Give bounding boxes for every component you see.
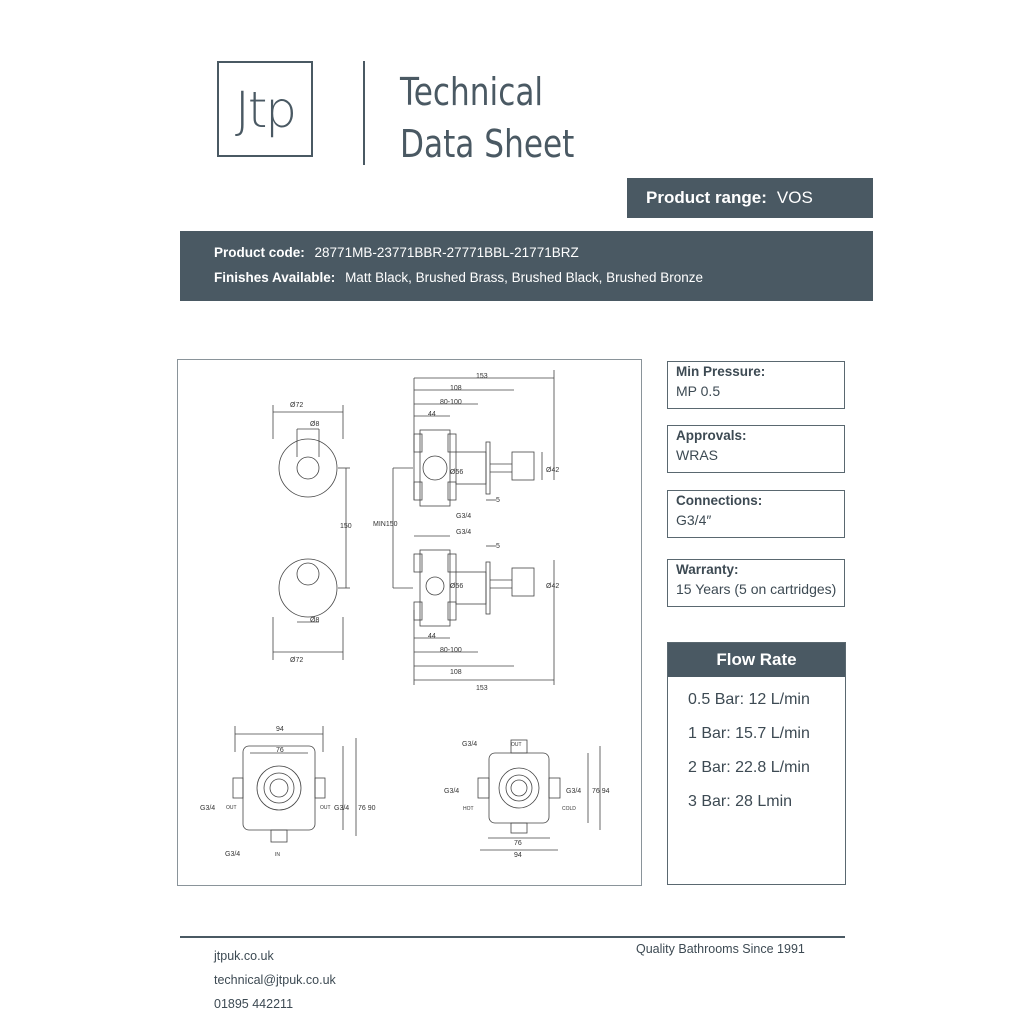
dim-94-left: 94 [276, 726, 284, 733]
dim-g34-mid: G3/4 [456, 529, 472, 536]
logo-text: Jtp [234, 81, 296, 139]
flow-rate-box [667, 642, 846, 885]
product-code-value: 28771MB-23771BBR-27771BBL-21771BRZ [314, 245, 579, 260]
dim-80-100-top: 80-100 [440, 399, 462, 406]
spec-value: WRAS [676, 447, 718, 463]
footer-website-link[interactable]: jtpuk.co.uk [214, 949, 274, 963]
label-in: IN [275, 852, 280, 858]
flow-rate-row: 2 Bar: 22.8 L/min [688, 759, 810, 776]
bottom-handle-plate [279, 559, 337, 617]
spec-value: MP 0.5 [676, 383, 721, 399]
spec-connections [667, 490, 845, 538]
dim-94-right: 94 [514, 852, 522, 859]
flow-rate-row: 3 Bar: 28 Lmin [688, 793, 793, 810]
spec-label: Approvals: [676, 428, 747, 443]
title-line-2: Data Sheet [400, 122, 575, 166]
dim-d72-bottom: Ø72 [290, 657, 304, 664]
product-info-bar [180, 231, 873, 301]
bottom-lever [512, 568, 534, 596]
product-range-label: Product range: [646, 188, 767, 207]
flow-rate-row: 0.5 Bar: 12 L/min [688, 691, 810, 708]
dim-76-90: 76 90 [358, 805, 376, 812]
dim-g34-right-top: G3/4 [462, 741, 478, 748]
product-code-label: Product code: [214, 245, 305, 260]
dim-g34-left-out-b: G3/4 [334, 805, 350, 812]
spec-label: Connections: [676, 493, 763, 508]
label-hot: HOT [463, 806, 474, 812]
flow-rate-title: Flow Rate [668, 643, 845, 677]
dim-d56-top: Ø56 [450, 469, 464, 476]
dim-d56-bottom: Ø56 [450, 583, 464, 590]
bottom-valve-body [420, 550, 450, 626]
dim-d8-top: Ø8 [310, 421, 320, 428]
top-valve-body [420, 430, 450, 506]
label-out-left-b: OUT [320, 805, 331, 811]
dim-5-bottom: 5 [496, 543, 500, 550]
dim-150: 150 [340, 523, 352, 530]
technical-drawing-frame [177, 359, 642, 886]
dim-80-100-bottom: 80-100 [440, 647, 462, 654]
footer-phone: 01895 442211 [214, 997, 294, 1011]
bottom-handle-knob [297, 563, 319, 585]
dim-76-right: 76 [514, 840, 522, 847]
title-line-1: Technical [400, 70, 544, 114]
dim-g34-top: G3/4 [456, 513, 472, 520]
header-divider [363, 61, 365, 165]
dim-d8-bottom: Ø8 [310, 617, 320, 624]
dim-44-top: 44 [428, 411, 436, 418]
top-handle-knob [297, 457, 319, 479]
dim-d42-top: Ø42 [546, 467, 560, 474]
right-plan-body [489, 753, 549, 823]
spec-approvals [667, 425, 845, 473]
finishes-row [214, 265, 873, 290]
label-cold: COLD [562, 806, 576, 812]
dim-5-top: 5 [496, 497, 500, 504]
top-lever [512, 452, 534, 480]
spec-value: 15 Years (5 on cartridges) [676, 581, 837, 597]
spec-label: Warranty: [676, 562, 739, 577]
technical-drawing [178, 360, 641, 885]
flow-rate-list [668, 677, 845, 819]
spec-warranty [667, 559, 845, 607]
product-range-value: VOS [776, 188, 813, 207]
footer-email-link[interactable]: technical@jtpuk.co.uk [214, 973, 336, 987]
flow-rate-row: 1 Bar: 15.7 L/min [688, 725, 810, 742]
top-handle-plate [279, 439, 337, 497]
dim-g34-left-out: G3/4 [200, 805, 216, 812]
page-title [400, 66, 574, 170]
label-out-left-a: OUT [226, 805, 237, 811]
dim-76-94: 76 94 [592, 788, 610, 795]
spec-min-pressure [667, 361, 845, 409]
footer-contact [214, 944, 336, 1016]
dim-108-top: 108 [450, 385, 462, 392]
finishes-value: Matt Black, Brushed Brass, Brushed Black, Brushed Bronze [345, 270, 703, 285]
dim-g34-left-in: G3/4 [225, 851, 241, 858]
dim-g34-hot: G3/4 [444, 788, 460, 795]
footer-tagline: Quality Bathrooms Since 1991 [636, 942, 805, 956]
dim-108-bottom: 108 [450, 669, 462, 676]
product-code-row [214, 240, 873, 265]
spec-label: Min Pressure: [676, 364, 766, 379]
dim-44-bottom: 44 [428, 633, 436, 640]
dim-d72-top: Ø72 [290, 402, 304, 409]
spec-value: G3/4″ [676, 512, 712, 528]
label-out-right: OUT [511, 742, 522, 748]
dim-76-left: 76 [276, 747, 284, 754]
top-cartridge [456, 452, 486, 484]
dim-153-bottom: 153 [476, 685, 488, 692]
product-range-bar [627, 178, 873, 218]
logo [217, 61, 313, 157]
finishes-label: Finishes Available: [214, 270, 336, 285]
footer-divider [180, 936, 845, 938]
left-plan-body [243, 746, 315, 830]
dim-d42-bottom: Ø42 [546, 583, 560, 590]
dim-g34-cold: G3/4 [566, 788, 582, 795]
dim-153-top: 153 [476, 373, 488, 380]
dim-min150: MIN150 [373, 521, 398, 528]
